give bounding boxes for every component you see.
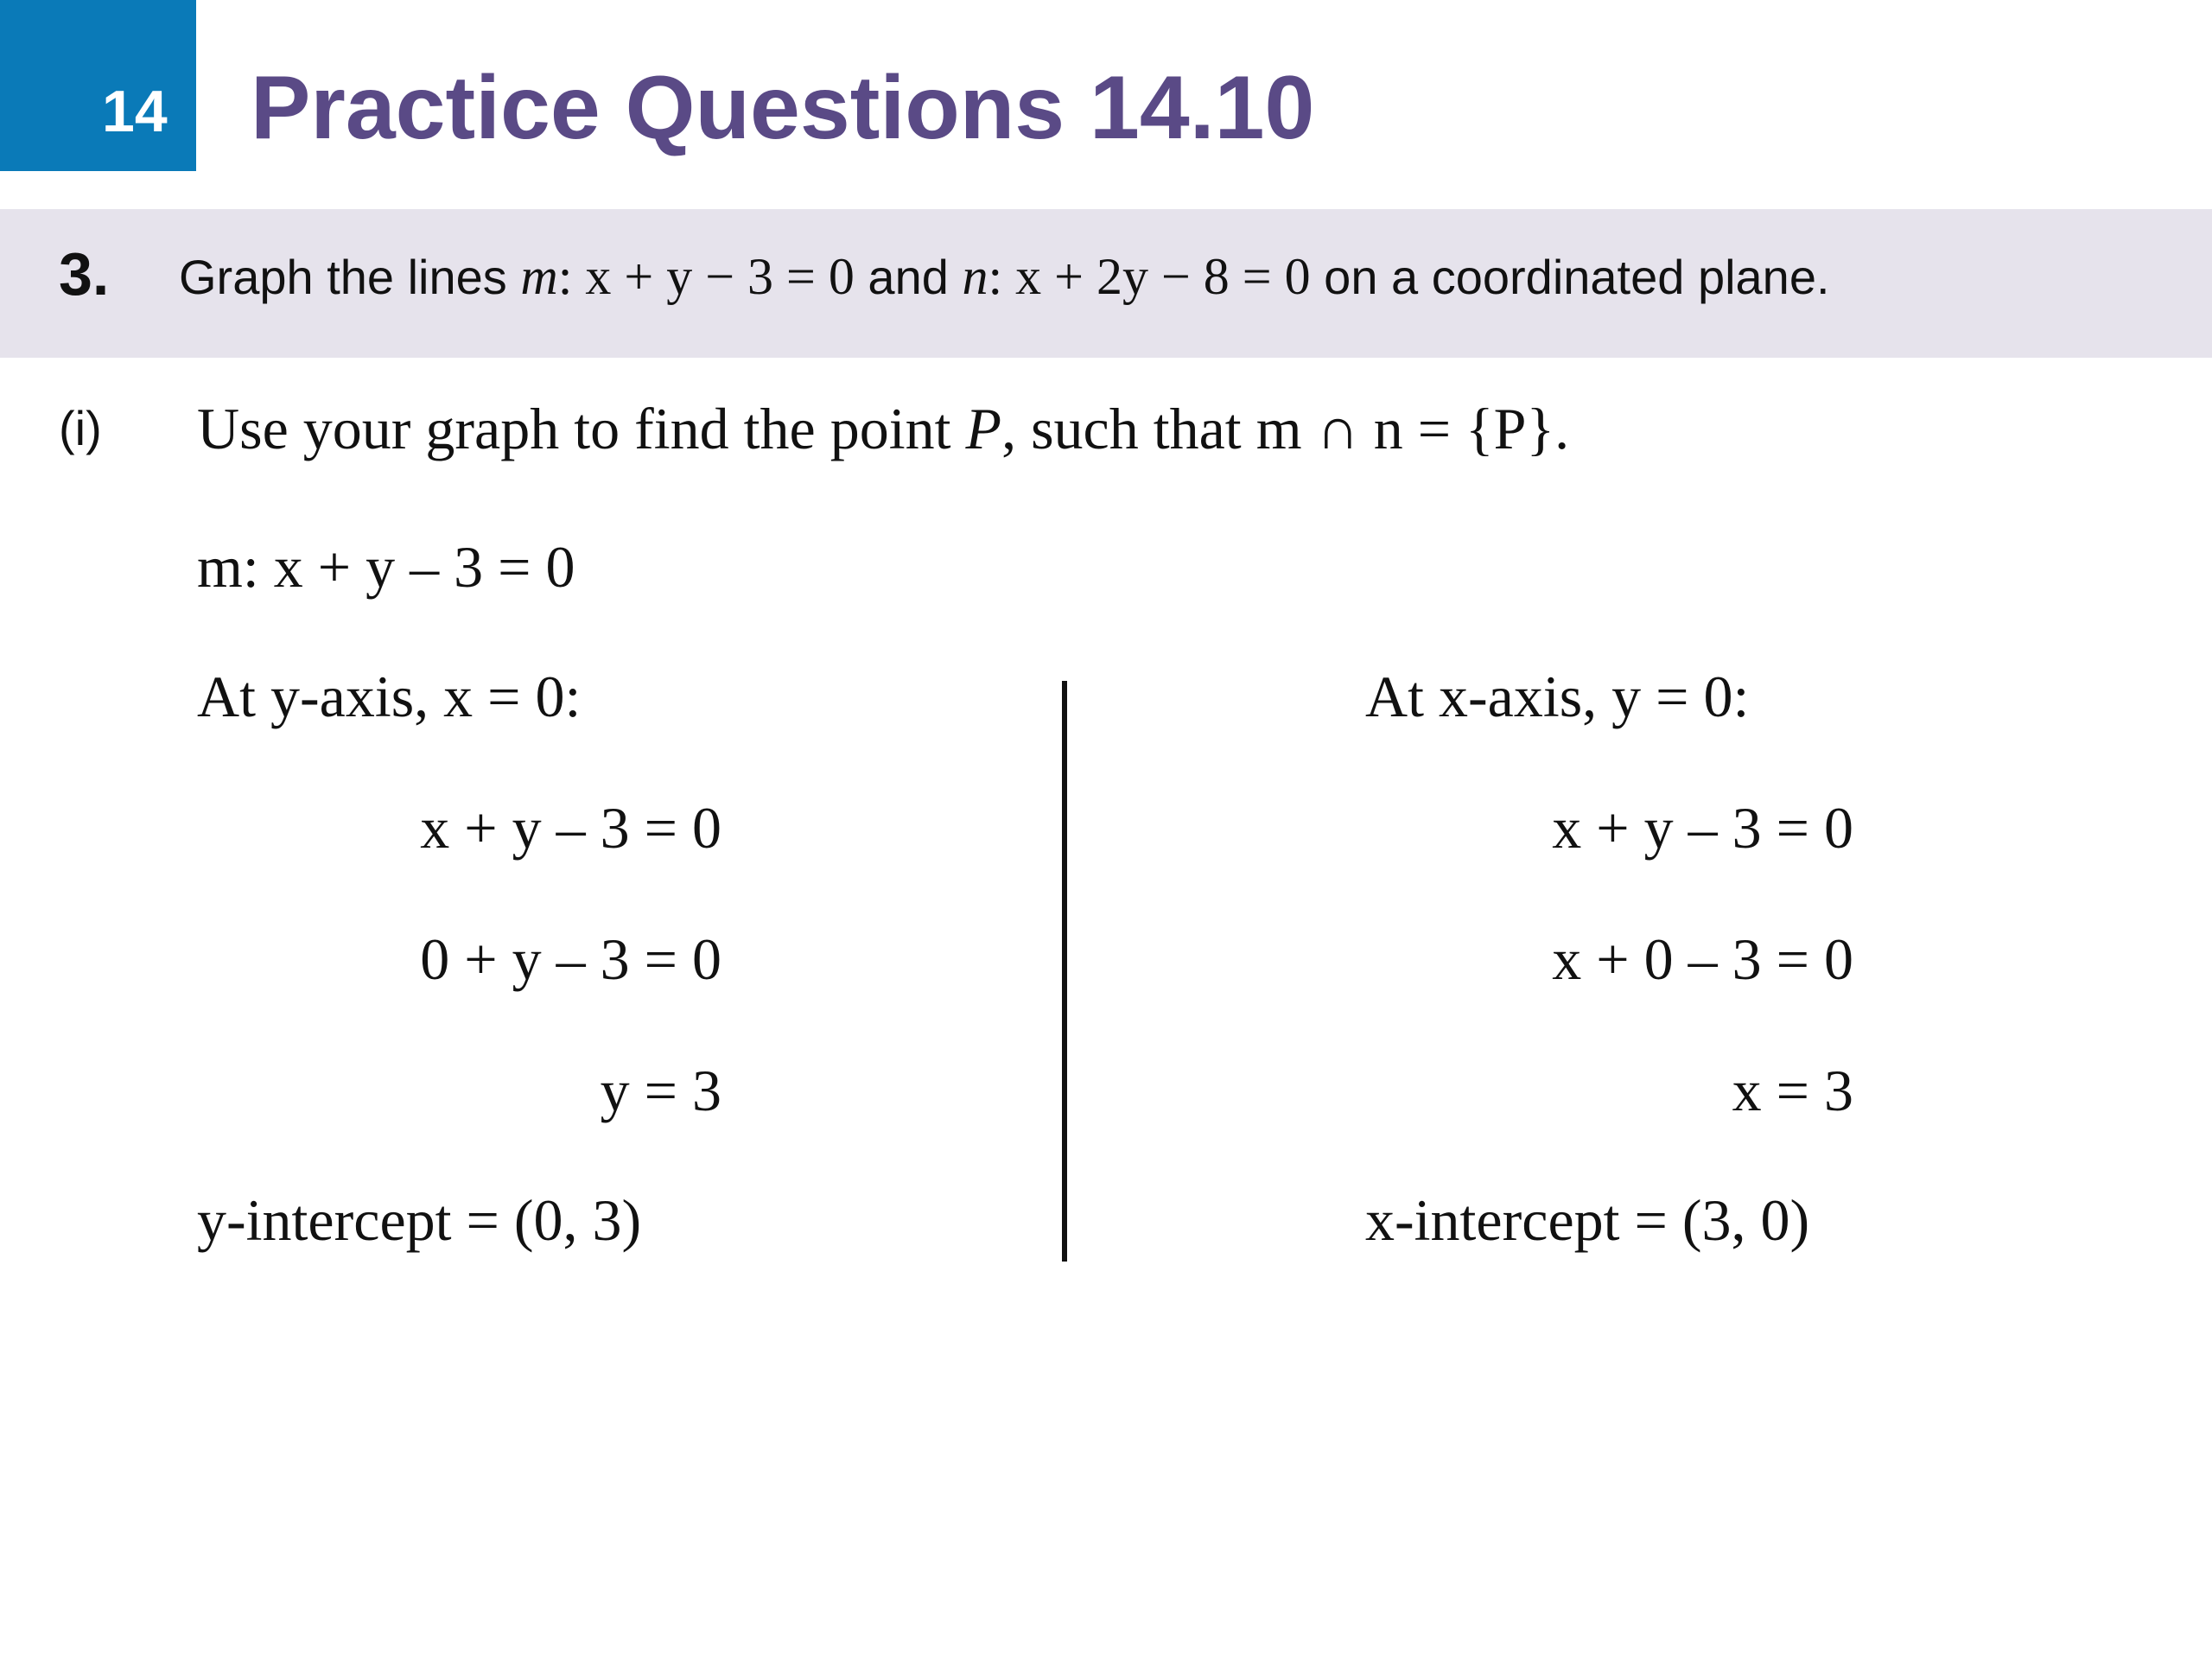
left-step-3: y = 3 <box>600 1058 721 1123</box>
question-text-prefix: Graph the lines <box>179 250 521 304</box>
right-step-3: x = 3 <box>1732 1058 1853 1123</box>
left-heading: At y-axis, x = 0: <box>197 664 582 729</box>
column-divider <box>1062 681 1067 1262</box>
left-result: y-intercept = (0, 3) <box>197 1187 642 1253</box>
left-step-2: 0 + y – 3 = 0 <box>420 926 721 992</box>
part-text-prefix: Use your graph to find the point <box>197 396 966 461</box>
point-symbol: P <box>965 396 1002 461</box>
part-text-end: . <box>1554 396 1570 461</box>
question-text-and: and <box>854 250 963 304</box>
line-n-label: n: <box>962 248 1016 305</box>
part-text <box>197 396 1570 461</box>
question-text-suffix: on a coordinated plane. <box>1310 250 1830 304</box>
line-n-equation: x + 2y − 8 = 0 <box>1015 248 1311 305</box>
line-m-equation: x + y − 3 = 0 <box>585 248 855 305</box>
set-expression: m ∩ n = {P} <box>1255 396 1555 461</box>
part-label: (i) <box>59 401 102 455</box>
chapter-number: 14 <box>102 79 168 144</box>
right-step-2: x + 0 – 3 = 0 <box>1552 926 1853 992</box>
question-number: 3. <box>59 240 110 308</box>
part-text-mid: , such that <box>1001 396 1256 461</box>
right-heading: At x-axis, y = 0: <box>1365 664 1750 729</box>
right-result: x-intercept = (3, 0) <box>1365 1187 1810 1253</box>
line-m-working-equation: m: x + y – 3 = 0 <box>197 534 575 600</box>
right-step-1: x + y – 3 = 0 <box>1552 795 1853 861</box>
left-step-1: x + y – 3 = 0 <box>420 795 721 861</box>
question-text <box>179 248 1830 305</box>
page-title: Practice Questions 14.10 <box>251 58 1315 158</box>
line-m-label: m: <box>520 248 586 305</box>
